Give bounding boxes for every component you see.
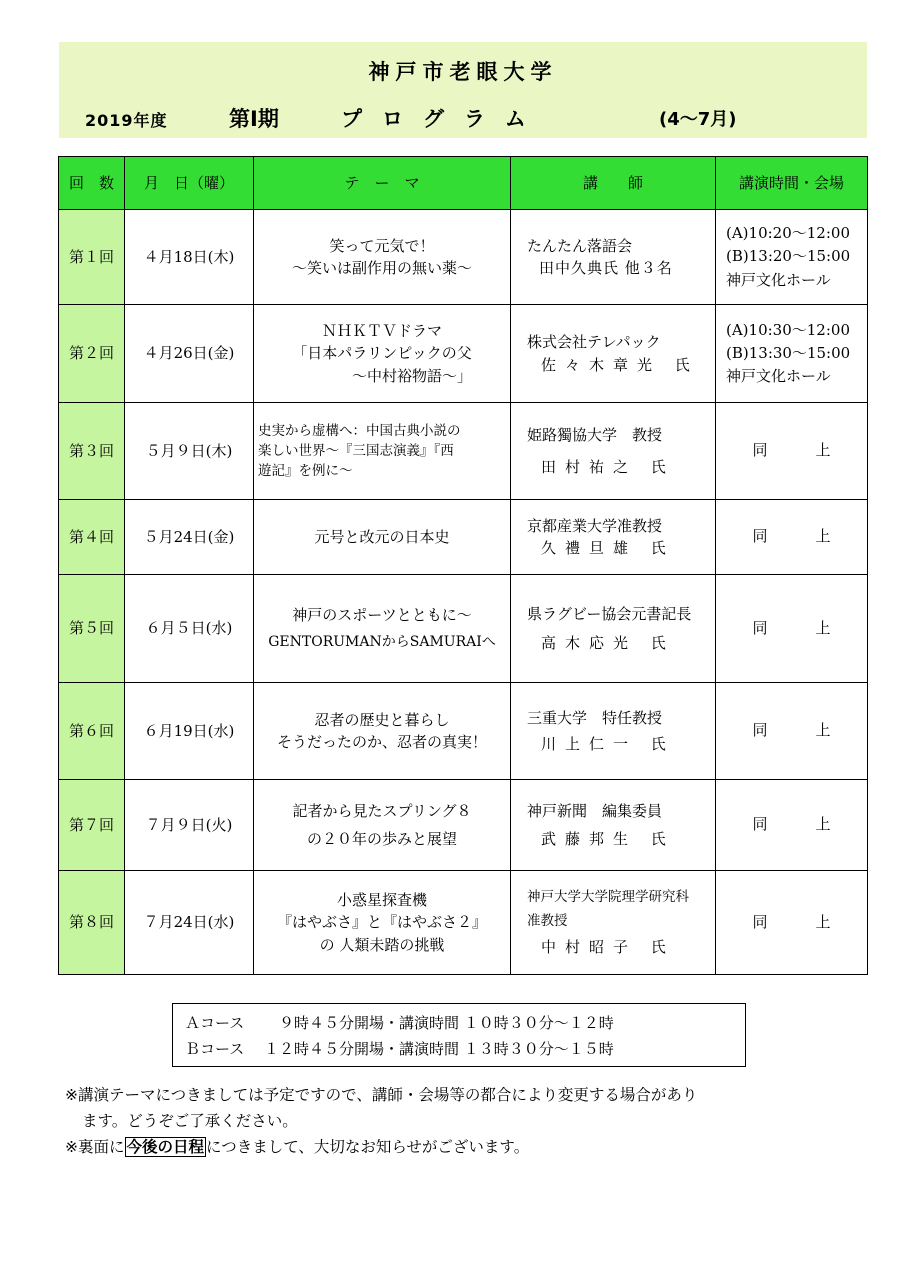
session-date: ７月９日(火) <box>125 780 254 871</box>
session-theme <box>254 305 511 403</box>
table-row <box>59 780 868 871</box>
session-lecturer <box>511 210 716 305</box>
table-row <box>59 683 868 780</box>
session-time-venue <box>716 305 868 403</box>
theme-line: ＮＨＫＴＶドラマ <box>321 321 442 340</box>
schedule-table <box>58 156 868 975</box>
session-date: ６月５日(水) <box>125 575 254 683</box>
table-row <box>59 305 868 403</box>
theme-line: GENTORUMANからSAMURAIへ <box>268 634 496 651</box>
theme-line: 『はやぶさ』と『はやぶさ２』 <box>276 913 487 932</box>
lecturer-name: 久禮旦雄 氏 <box>541 539 675 557</box>
same-label: 上 <box>815 721 831 740</box>
theme-line: 元号と改元の日本史 <box>314 527 450 546</box>
theme-line: 小惑星探査機 <box>336 890 427 909</box>
session-number: 第５回 <box>59 575 125 683</box>
theme-line: 史実から虚構へ：中国古典小説の <box>258 422 461 439</box>
note-prefix: ※裏面に <box>65 1138 125 1156</box>
lecturer-org: 京都産業大学准教授 <box>527 516 663 535</box>
time-line: (A)10:30～12:00 <box>726 320 850 339</box>
months-label: (4～7月) <box>659 109 737 130</box>
session-lecturer <box>511 500 716 575</box>
theme-line: ～中村裕物語～」 <box>351 366 472 385</box>
same-label: 同 <box>752 441 768 460</box>
theme-line: 「日本パラリンピックの父 <box>292 344 472 363</box>
session-theme <box>254 683 511 780</box>
lecturer-title: 准教授 <box>527 913 568 930</box>
time-line: (B)13:30～15:00 <box>726 343 851 362</box>
session-lecturer <box>511 305 716 403</box>
year-label: 2019年度 <box>85 111 168 130</box>
theme-line: 笑って元気で！ <box>329 236 435 255</box>
session-theme <box>254 403 511 500</box>
col-header-no: 回 数 <box>59 157 125 210</box>
course-b-line: Ｂコース １２時４５分開場・講演時間 １３時３０分～１５時 <box>185 1040 614 1058</box>
note-line-2: ます。どうぞご了承ください。 <box>82 1112 298 1130</box>
course-a-line: Ａコース ９時４５分開場・講演時間 １０時３０分～１２時 <box>185 1014 614 1032</box>
theme-line: 忍者の歴史と暮らし <box>314 710 450 729</box>
session-lecturer <box>511 683 716 780</box>
session-time-venue <box>716 780 868 871</box>
same-label: 上 <box>815 912 831 931</box>
table-row <box>59 575 868 683</box>
lecturer-org: 三重大学 特任教授 <box>527 708 663 727</box>
venue-line: 神戸文化ホール <box>726 270 831 289</box>
session-time-venue <box>716 575 868 683</box>
program-header <box>59 42 867 138</box>
session-date: ５月９日(木) <box>125 403 254 500</box>
session-number: 第３回 <box>59 403 125 500</box>
same-label: 上 <box>815 815 831 834</box>
table-header-row <box>59 157 868 210</box>
lecturer-org: 姫路獨協大学 教授 <box>527 425 663 444</box>
table-row <box>59 871 868 975</box>
theme-line: そうだったのか、忍者の真実！ <box>276 733 487 751</box>
session-theme <box>254 210 511 305</box>
session-number: 第７回 <box>59 780 125 871</box>
theme-line: 遊記』を例に～ <box>258 463 353 480</box>
same-label: 同 <box>752 912 768 931</box>
session-time-venue <box>716 210 868 305</box>
lecturer-name: 田村祐之 氏 <box>541 458 675 476</box>
session-number: 第６回 <box>59 683 125 780</box>
course-times-box <box>172 1003 746 1067</box>
session-number: 第２回 <box>59 305 125 403</box>
session-date: ４月18日(木) <box>125 210 254 305</box>
time-line: (B)13:20～15:00 <box>726 247 851 266</box>
session-lecturer <box>511 403 716 500</box>
same-label: 上 <box>815 527 831 546</box>
session-number: 第４回 <box>59 500 125 575</box>
session-date: ６月19日(水) <box>125 683 254 780</box>
theme-line: の２０年の歩みと展望 <box>306 830 457 848</box>
session-theme <box>254 780 511 871</box>
theme-line: 記者から見たスプリング８ <box>292 801 472 820</box>
lecturer-name: 中村昭子 氏 <box>541 937 675 956</box>
same-label: 同 <box>752 618 768 637</box>
col-header-date: 月 日（曜） <box>125 157 254 210</box>
lecturer-name: 武藤邦生 氏 <box>541 830 675 848</box>
page-title: 神戸市老眼大学 <box>368 60 558 84</box>
program-label: プログラム <box>341 107 546 131</box>
theme-line: の 人類未踏の挑戦 <box>319 935 445 954</box>
session-time-venue <box>716 500 868 575</box>
note-line-3 <box>65 1136 529 1158</box>
col-header-lecturer: 講 師 <box>511 157 716 210</box>
lecturer-org: 株式会社テレパック <box>527 333 661 351</box>
session-date: ４月26日(金) <box>125 305 254 403</box>
lecturer-org: 県ラグビー協会元書記長 <box>527 605 692 623</box>
table-row <box>59 210 868 305</box>
col-header-theme: テ ー マ <box>254 157 511 210</box>
same-label: 同 <box>752 721 768 740</box>
term-label: 第Ⅰ期 <box>229 107 279 131</box>
session-time-venue <box>716 871 868 975</box>
same-label: 同 <box>752 815 768 834</box>
program-subtitle <box>59 102 867 132</box>
same-label: 上 <box>815 441 831 460</box>
session-time-venue <box>716 403 868 500</box>
same-label: 同 <box>752 527 768 546</box>
session-date: ５月24日(金) <box>125 500 254 575</box>
note-line-1: ※講演テーマにつきましては予定ですので、講師・会場等の都合により変更する場合があり <box>65 1086 698 1104</box>
lecturer-name: 高木応光 氏 <box>541 633 675 652</box>
lecturer-org: たんたん落語会 <box>527 236 633 255</box>
session-lecturer <box>511 575 716 683</box>
lecturer-name: 川上仁一 氏 <box>541 735 675 753</box>
col-header-time-venue: 講演時間・会場 <box>716 157 868 210</box>
session-lecturer <box>511 780 716 871</box>
session-theme <box>254 575 511 683</box>
session-theme <box>254 500 511 575</box>
session-lecturer <box>511 871 716 975</box>
theme-line: 楽しい世界～『三国志演義』『西 <box>258 442 454 459</box>
theme-line: 神戸のスポーツとともに～ <box>292 605 472 624</box>
table-row <box>59 500 868 575</box>
note-suffix: につきまして、大切なお知らせがございます。 <box>206 1138 530 1156</box>
table-row <box>59 403 868 500</box>
session-number: 第１回 <box>59 210 125 305</box>
lecturer-name: 田中久典氏 他３名 <box>539 259 673 277</box>
theme-line: ～笑いは副作用の無い薬～ <box>291 259 472 277</box>
session-theme <box>254 871 511 975</box>
session-time-venue <box>716 683 868 780</box>
lecturer-name: 佐々木章光 氏 <box>541 355 699 374</box>
session-number: 第８回 <box>59 871 125 975</box>
lecturer-org: 神戸新聞 編集委員 <box>527 801 663 820</box>
lecturer-org: 神戸大学大学院理学研究科 <box>527 889 689 905</box>
time-line: (A)10:20～12:00 <box>726 224 850 243</box>
session-date: ７月24日(水) <box>125 871 254 975</box>
same-label: 上 <box>815 618 831 637</box>
venue-line: 神戸文化ホール <box>726 367 831 386</box>
schedule-highlight: 今後の日程 <box>126 1138 205 1156</box>
